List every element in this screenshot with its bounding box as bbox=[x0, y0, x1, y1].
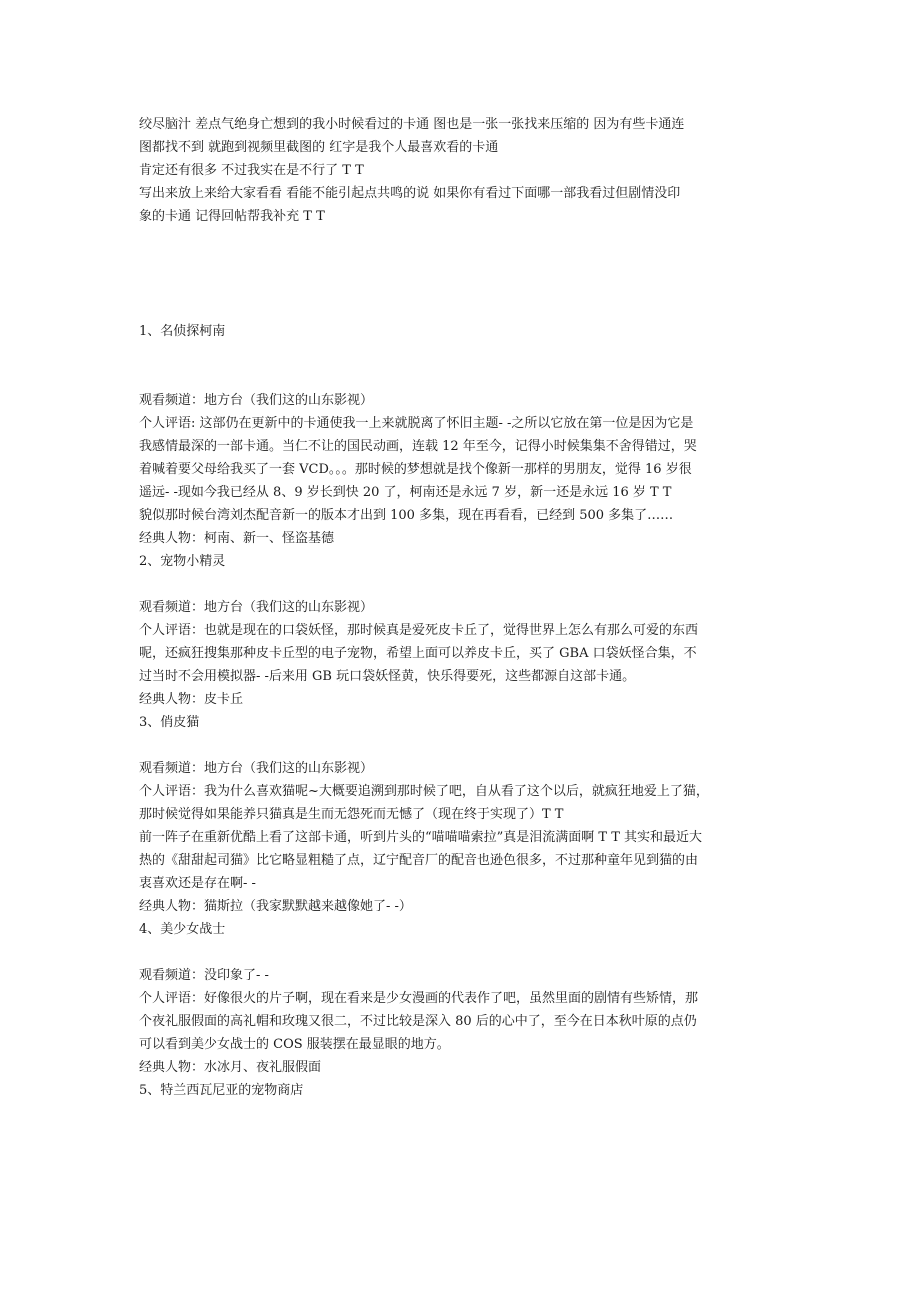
text-line: 我感情最深的一部卡通。当仁不让的国民动画，连载 12 年至今，记得小时候集集不舍得错过，哭 bbox=[139, 439, 697, 454]
spacer bbox=[139, 343, 714, 389]
text-line: 衷喜欢还是存在啊- - bbox=[139, 876, 256, 891]
text-line: 肯定还有很多 不过我实在是不行了 T T bbox=[139, 163, 364, 178]
spacer bbox=[139, 734, 714, 757]
text-line: 经典人物：皮卡丘 bbox=[139, 692, 244, 707]
text-line: 经典人物：猫斯拉（我家默默越来越像她了- -） bbox=[139, 899, 412, 914]
text-line: 象的卡通 记得回帖帮我补充 T T bbox=[139, 209, 325, 224]
text-line: 个人评语: 这部仍在更新中的卡通使我一上来就脱离了怀旧主题- -之所以它放在第一位是因为它是 bbox=[139, 416, 694, 431]
text-line: 过当时不会用模拟器- -后来用 GB 玩口袋妖怪黄，快乐得要死，这些都源自这部卡通。 bbox=[139, 669, 636, 684]
text-line: 观看频道：没印象了- - bbox=[139, 968, 269, 983]
text-line: 观看频道：地方台（我们这的山东影视） bbox=[139, 393, 374, 408]
text-line: 写出来放上来给大家看看 看能不能引起点共鸣的说 如果你有看过下面哪一部我看过但剧情没印 bbox=[139, 186, 681, 201]
section-title: 1、名侦探柯南 bbox=[139, 324, 226, 339]
text-line: 经典人物：柯南、新一、怪盗基德 bbox=[139, 531, 335, 546]
section-title: 4、美少女战士 bbox=[139, 922, 226, 937]
section-body bbox=[139, 596, 714, 711]
text-line: 貌似那时候台湾刘杰配音新一的版本才出到 100 多集，现在再看看，已经到 500 多集了…… bbox=[139, 508, 674, 523]
text-line: 个夜礼服假面的高礼帽和玫瑰又很二，不过比较是深入 80 后的心中了，至今在日本秋叶原的点仍 bbox=[139, 1014, 697, 1029]
document-body bbox=[139, 113, 714, 1102]
text-line: 那时候觉得如果能养只猫真是生而无怨死而无憾了（现在终于实现了）T T bbox=[139, 807, 564, 822]
text-line: 个人评语：我为什么喜欢猫呢~大概要追溯到那时候了吧，自从看了这个以后，就疯狂地爱上了猫， bbox=[139, 784, 709, 799]
section-title: 2、宠物小精灵 bbox=[139, 554, 226, 569]
text-line: 图都找不到 就跑到视频里截图的 红字是我个人最喜欢看的卡通 bbox=[139, 140, 499, 155]
section-title: 3、俏皮猫 bbox=[139, 715, 200, 730]
text-line: 着喊着要父母给我买了一套 VCD。。。那时候的梦想就是找个像新一那样的男朋友，觉得 16 岁很 bbox=[139, 462, 692, 477]
text-line: 观看频道：地方台（我们这的山东影视） bbox=[139, 600, 374, 615]
section-title: 5、特兰西瓦尼亚的宠物商店 bbox=[139, 1083, 304, 1098]
text-line: 经典人物：水冰月、夜礼服假面 bbox=[139, 1060, 322, 1075]
text-line: 遥远- -现如今我已经从 8、9 岁长到快 20 了，柯南还是永远 7 岁，新一还是永远 16 岁 T T bbox=[139, 485, 672, 500]
section-body bbox=[139, 757, 714, 918]
text-line: 前一阵子在重新优酷上看了这部卡通，听到片头的“喵喵喵索拉”真是泪流满面啊 T T 其实和最近大 bbox=[139, 830, 703, 845]
text-line: 热的《甜甜起司猫》比它略显粗糙了点，辽宁配音厂的配音也逊色很多，不过那种童年见到猫的由 bbox=[139, 853, 699, 868]
spacer bbox=[139, 573, 714, 596]
spacer bbox=[139, 228, 714, 320]
text-line: 呢，还疯狂搜集那种皮卡丘型的电子宠物，希望上面可以养皮卡丘，买了 GBA 口袋妖怪合集，不 bbox=[139, 646, 697, 661]
text-line: 个人评语：也就是现在的口袋妖怪，那时候真是爱死皮卡丘了，觉得世界上怎么有那么可爱的东西 bbox=[139, 623, 699, 638]
text-line: 观看频道：地方台（我们这的山东影视） bbox=[139, 761, 374, 776]
section-body bbox=[139, 389, 714, 550]
spacer bbox=[139, 941, 714, 964]
text-line: 可以看到美少女战士的 COS 服装摆在最显眼的地方。 bbox=[139, 1037, 450, 1052]
text-line: 个人评语：好像很火的片子啊，现在看来是少女漫画的代表作了吧，虽然里面的剧情有些矫情，那 bbox=[139, 991, 699, 1006]
section-body bbox=[139, 964, 714, 1079]
text-line: 绞尽脑汁 差点气绝身亡想到的我小时候看过的卡通 图也是一张一张找来压缩的 因为有些卡通连 bbox=[139, 117, 685, 132]
intro-paragraph bbox=[139, 113, 714, 228]
